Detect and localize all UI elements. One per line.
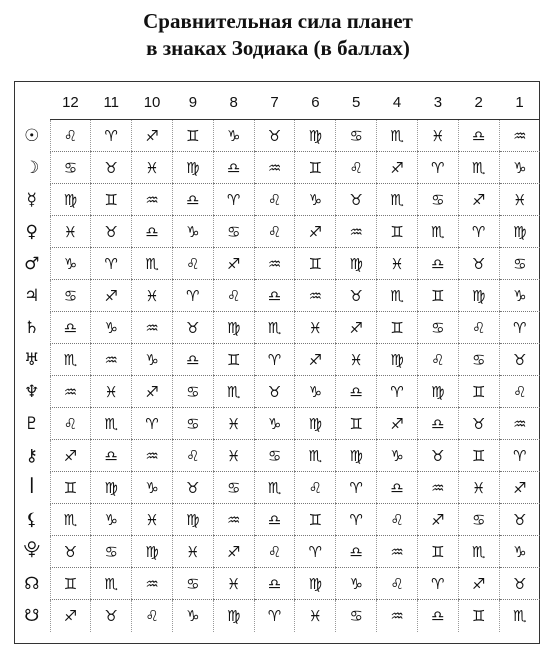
sign-cell: ♒ [132, 568, 173, 600]
sign-cell: ♋ [254, 440, 295, 472]
sign-cell: ♊ [458, 376, 499, 408]
sign-cell: ♏ [254, 312, 295, 344]
sign-cell: ♑ [295, 184, 336, 216]
sign-cell: ♋ [50, 152, 91, 184]
sign-cell: ♒ [132, 312, 173, 344]
sign-cell: ♉ [458, 248, 499, 280]
header-corner [14, 85, 50, 120]
sign-cell: ♎ [417, 408, 458, 440]
sign-cell: ♒ [254, 152, 295, 184]
sign-cell: ♈ [91, 120, 132, 152]
planet-glyph-icon: ⚸ [25, 509, 38, 530]
sign-cell: ♌ [377, 568, 418, 600]
sign-cell: ♊ [336, 408, 377, 440]
sign-cell: ♏ [377, 120, 418, 152]
sign-cell: ♏ [417, 216, 458, 248]
sign-cell: ♏ [132, 248, 173, 280]
sign-cell: ♉ [172, 312, 213, 344]
column-header: 2 [458, 85, 499, 120]
sign-cell: ♏ [213, 376, 254, 408]
sign-cell: ♍ [458, 280, 499, 312]
sign-cell: ♌ [50, 408, 91, 440]
sign-cell: ♓ [377, 248, 418, 280]
sign-cell: ♈ [336, 504, 377, 536]
header-row [14, 85, 540, 120]
table-row [14, 152, 540, 184]
sign-cell: ♎ [50, 312, 91, 344]
sign-cell: ♉ [254, 376, 295, 408]
sign-cell: ♒ [213, 504, 254, 536]
sign-cell: ♍ [336, 248, 377, 280]
planet-sign-table [14, 85, 540, 632]
planet-glyph-icon: ♃ [24, 285, 40, 306]
sign-cell: ♏ [295, 440, 336, 472]
sign-cell: ♑ [132, 472, 173, 504]
sign-cell: ♎ [91, 440, 132, 472]
sign-cell: ♊ [417, 536, 458, 568]
sign-cell: ♐ [417, 504, 458, 536]
table-row [14, 280, 540, 312]
sign-cell: ♎ [254, 280, 295, 312]
sign-cell: ♋ [499, 248, 540, 280]
table-row [14, 120, 540, 152]
column-header: 10 [132, 85, 173, 120]
sign-cell: ♓ [91, 376, 132, 408]
column-header: 6 [295, 85, 336, 120]
sign-cell: ♐ [213, 248, 254, 280]
sign-cell: ♋ [172, 568, 213, 600]
sign-cell: ♌ [172, 440, 213, 472]
sign-cell: ♐ [213, 536, 254, 568]
sign-cell: ♍ [50, 184, 91, 216]
sign-cell: ♐ [50, 440, 91, 472]
sign-cell: ♈ [458, 216, 499, 248]
sign-cell: ♐ [91, 280, 132, 312]
sign-cell: ♉ [499, 344, 540, 376]
sign-cell: ♊ [377, 312, 418, 344]
sign-cell: ♌ [254, 216, 295, 248]
sign-cell: ♑ [213, 120, 254, 152]
table-row [14, 568, 540, 600]
sign-cell: ♊ [295, 152, 336, 184]
sign-cell: ♓ [213, 568, 254, 600]
table-row [14, 376, 540, 408]
table-row [14, 440, 540, 472]
sign-cell: ♊ [213, 344, 254, 376]
sign-cell: ♈ [254, 600, 295, 632]
sign-cell: ♈ [91, 248, 132, 280]
sign-cell: ♎ [172, 344, 213, 376]
planet-glyph-icon: ♀ [25, 221, 38, 242]
sign-cell: ♎ [254, 568, 295, 600]
sign-cell: ♎ [417, 600, 458, 632]
sign-cell: ♊ [417, 280, 458, 312]
sign-cell: ♋ [91, 536, 132, 568]
sign-cell: ♉ [499, 504, 540, 536]
sign-cell: ♑ [91, 312, 132, 344]
sign-cell: ♌ [254, 536, 295, 568]
planet-glyph-icon: ☽ [24, 157, 40, 178]
sign-cell: ♌ [132, 600, 173, 632]
column-header: 1 [499, 85, 540, 120]
sign-cell: ♐ [50, 600, 91, 632]
sign-cell: ♊ [295, 504, 336, 536]
sign-cell: ♐ [458, 184, 499, 216]
sign-cell: ♈ [254, 344, 295, 376]
planet-glyph-icon: ☿ [26, 189, 37, 210]
sign-cell: ♒ [254, 248, 295, 280]
sign-cell: ♈ [295, 536, 336, 568]
sign-cell: ♑ [91, 504, 132, 536]
table-row [14, 536, 540, 568]
sign-cell: ♑ [377, 440, 418, 472]
sign-cell: ♍ [132, 536, 173, 568]
sign-cell: ♎ [336, 376, 377, 408]
sign-cell: ♈ [499, 440, 540, 472]
sign-cell: ♈ [499, 312, 540, 344]
sign-cell: ♋ [213, 216, 254, 248]
sign-cell: ♎ [172, 184, 213, 216]
sign-cell: ♍ [377, 344, 418, 376]
table-row [14, 504, 540, 536]
column-header: 5 [336, 85, 377, 120]
sign-cell: ♊ [458, 600, 499, 632]
sign-cell: ♈ [377, 376, 418, 408]
sign-cell: ♏ [91, 408, 132, 440]
planet-glyph-icon: ⚷ [25, 445, 38, 466]
sign-cell: ♋ [213, 472, 254, 504]
sign-cell: ♓ [132, 504, 173, 536]
sign-cell: ♒ [499, 120, 540, 152]
sign-cell: ♈ [417, 568, 458, 600]
sign-cell: ♑ [499, 152, 540, 184]
column-header: 12 [50, 85, 91, 120]
sign-cell: ♎ [213, 152, 254, 184]
sign-cell: ♊ [50, 472, 91, 504]
column-header: 9 [172, 85, 213, 120]
table-body [14, 120, 540, 632]
sign-cell: ♋ [50, 280, 91, 312]
sign-cell: ♐ [377, 152, 418, 184]
sign-cell: ♏ [458, 536, 499, 568]
sign-cell: ♒ [295, 280, 336, 312]
planet-glyph-icon: ☋ [24, 605, 40, 626]
sign-cell: ♐ [458, 568, 499, 600]
sign-cell: ♓ [213, 408, 254, 440]
table-row [14, 248, 540, 280]
sign-cell: ♌ [417, 344, 458, 376]
sign-cell: ♓ [213, 440, 254, 472]
sign-cell: ♒ [499, 408, 540, 440]
sign-cell: ♈ [417, 152, 458, 184]
sign-cell: ♓ [295, 312, 336, 344]
sign-cell: ♈ [213, 184, 254, 216]
sign-cell: ♐ [377, 408, 418, 440]
sign-cell: ♐ [499, 472, 540, 504]
planet-glyph-icon: ☊ [24, 573, 40, 594]
sign-cell: ♏ [50, 344, 91, 376]
column-header: 3 [417, 85, 458, 120]
sign-cell: ♋ [336, 600, 377, 632]
sign-cell: ♍ [91, 472, 132, 504]
sign-cell: ♏ [458, 152, 499, 184]
sign-cell: ♓ [132, 152, 173, 184]
table-row [14, 216, 540, 248]
sign-cell: ♑ [499, 536, 540, 568]
sign-cell: ♏ [377, 184, 418, 216]
sign-cell: ♉ [172, 472, 213, 504]
sign-cell: ♏ [91, 568, 132, 600]
sign-cell: ♍ [295, 408, 336, 440]
sign-cell: ♑ [132, 344, 173, 376]
table-row [14, 312, 540, 344]
sign-cell: ♒ [91, 344, 132, 376]
table-row [14, 408, 540, 440]
sign-cell: ♑ [499, 280, 540, 312]
sign-cell: ♌ [377, 504, 418, 536]
sign-cell: ♓ [458, 472, 499, 504]
sign-cell: ♓ [336, 344, 377, 376]
sign-cell: ♉ [417, 440, 458, 472]
sign-cell: ♌ [499, 376, 540, 408]
sign-cell: ♎ [254, 504, 295, 536]
sign-cell: ♒ [50, 376, 91, 408]
sign-cell: ♋ [417, 312, 458, 344]
sign-cell: ♊ [50, 568, 91, 600]
sign-cell: ♐ [295, 344, 336, 376]
sign-cell: ♋ [172, 376, 213, 408]
sign-cell: ♊ [172, 120, 213, 152]
sign-cell: ♌ [295, 472, 336, 504]
sign-cell: ♒ [377, 600, 418, 632]
sign-cell: ♓ [50, 216, 91, 248]
sign-cell: ♌ [213, 280, 254, 312]
table-row [14, 472, 540, 504]
sign-cell: ♎ [336, 536, 377, 568]
planet-glyph-icon: ♆ [24, 381, 40, 402]
sign-cell: ♏ [50, 504, 91, 536]
sign-cell: ♌ [254, 184, 295, 216]
sign-cell: ♎ [132, 216, 173, 248]
sign-cell: ♒ [417, 472, 458, 504]
sign-cell: ♉ [499, 568, 540, 600]
sign-cell: ♑ [172, 600, 213, 632]
planet-glyph-icon: ♅ [24, 349, 40, 370]
sign-cell: ♒ [336, 216, 377, 248]
table-row [14, 184, 540, 216]
planet-glyph-icon: ꟾ [29, 477, 35, 498]
sign-cell: ♊ [295, 248, 336, 280]
sign-cell: ♉ [91, 600, 132, 632]
sign-cell: ♐ [132, 376, 173, 408]
sign-cell: ♒ [132, 184, 173, 216]
page-title [0, 8, 556, 62]
sign-cell: ♊ [377, 216, 418, 248]
sign-cell: ♈ [172, 280, 213, 312]
column-header: 11 [91, 85, 132, 120]
sign-cell: ♎ [458, 120, 499, 152]
sign-cell: ♌ [458, 312, 499, 344]
sign-cell: ♌ [336, 152, 377, 184]
sign-cell: ♓ [132, 280, 173, 312]
sign-cell: ♏ [377, 280, 418, 312]
sign-cell: ♋ [417, 184, 458, 216]
sign-cell: ♉ [336, 184, 377, 216]
sign-cell: ♌ [50, 120, 91, 152]
sign-cell: ♍ [172, 504, 213, 536]
planet-glyph-icon: ♂ [24, 253, 40, 274]
sign-cell: ♓ [499, 184, 540, 216]
sign-cell: ♒ [377, 536, 418, 568]
sign-cell: ♋ [458, 504, 499, 536]
sign-cell: ♌ [172, 248, 213, 280]
sign-cell: ♍ [295, 120, 336, 152]
planet-glyph-icon: ⯓ [23, 540, 41, 560]
sign-cell: ♓ [417, 120, 458, 152]
sign-cell: ♍ [213, 312, 254, 344]
sign-cell: ♍ [172, 152, 213, 184]
column-header: 4 [377, 85, 418, 120]
table-row [14, 600, 540, 632]
sign-cell: ♑ [254, 408, 295, 440]
sign-cell: ♎ [417, 248, 458, 280]
sign-cell: ♑ [336, 568, 377, 600]
column-header: 8 [213, 85, 254, 120]
sign-cell: ♊ [458, 440, 499, 472]
table-row [14, 344, 540, 376]
sign-cell: ♈ [132, 408, 173, 440]
title-line-1: Сравнительная сила планет [143, 9, 413, 33]
sign-cell: ♍ [417, 376, 458, 408]
sign-cell: ♉ [91, 216, 132, 248]
planet-glyph-icon: ☉ [24, 125, 40, 146]
sign-cell: ♉ [254, 120, 295, 152]
sign-cell: ♋ [458, 344, 499, 376]
column-header: 7 [254, 85, 295, 120]
sign-cell: ♑ [295, 376, 336, 408]
sign-cell: ♏ [254, 472, 295, 504]
sign-cell: ♍ [336, 440, 377, 472]
sign-cell: ♉ [458, 408, 499, 440]
planet-glyph-icon: ♇ [24, 413, 40, 434]
sign-cell: ♒ [132, 440, 173, 472]
sign-cell: ♈ [336, 472, 377, 504]
sign-cell: ♉ [91, 152, 132, 184]
sign-cell: ♑ [50, 248, 91, 280]
sign-cell: ♓ [295, 600, 336, 632]
sign-cell: ♓ [172, 536, 213, 568]
sign-cell: ♍ [213, 600, 254, 632]
sign-cell: ♋ [172, 408, 213, 440]
sign-cell: ♏ [499, 600, 540, 632]
sign-cell: ♐ [295, 216, 336, 248]
sign-cell: ♊ [91, 184, 132, 216]
planet-glyph-icon: ♄ [24, 317, 40, 338]
sign-cell: ♐ [132, 120, 173, 152]
sign-cell: ♉ [336, 280, 377, 312]
sign-cell: ♉ [50, 536, 91, 568]
sign-cell: ♐ [336, 312, 377, 344]
sign-cell: ♑ [172, 216, 213, 248]
sign-cell: ♋ [336, 120, 377, 152]
sign-cell: ♍ [295, 568, 336, 600]
sign-cell: ♎ [377, 472, 418, 504]
title-line-2: в знаках Зодиака (в баллах) [146, 36, 410, 60]
sign-cell: ♍ [499, 216, 540, 248]
